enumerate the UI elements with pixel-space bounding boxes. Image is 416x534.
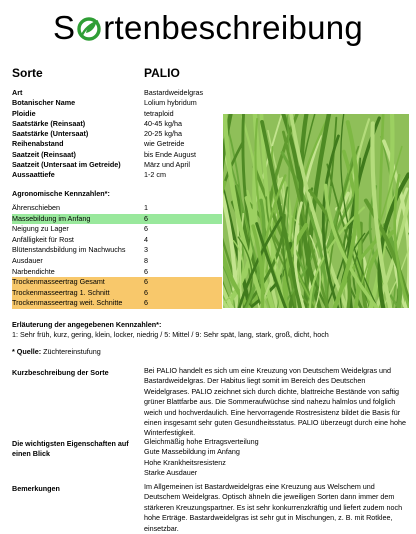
property-row [12,139,222,149]
title-prefix: S [53,9,75,46]
property-row [12,98,222,108]
remarks-text: Im Allgemeinen ist Bastardweidelgras eine Kreuzung aus Welschem und Deutschem Weidelgras. Optisch ähneln die jeweiligen Sorten dann immer dem stärkeren Kreuzungspartner. Es ist sehr konkurrenzkräftig und liefert zudem noch hohe Erträge. Bastardweidelgras ist sehr gut in Mischungen, z. B. mit Rotklee, einsetzbar. [144,482,406,534]
list-item: Hohe Krankheitsresistenz [144,458,406,468]
agronomic-value: 6 [144,224,222,235]
agronomic-label: Blütenstandsbildung im Nachwuchs [12,245,144,256]
property-label: Botanischer Name [12,98,144,108]
agronomic-label: Anfälligkeit für Rost [12,235,144,246]
list-item: Gleichmäßig hohe Ertragsverteilung [144,437,406,447]
agronomic-label: Trockenmasseertrag weit. Schnitte [12,298,144,309]
property-value: bis Ende August [144,150,196,160]
source-value: Züchtereinstufung [41,347,101,356]
property-value: 40-45 kg/ha [144,119,182,129]
property-label: Reihenabstand [12,139,144,149]
property-label: Ploidie [12,109,144,119]
property-row [12,109,222,119]
agronomic-row [12,298,222,309]
agronomic-value: 6 [144,288,222,299]
property-row [12,119,222,129]
property-row [12,170,222,180]
notes-scale: 1: Sehr früh, kurz, gering, klein, locker, niedrig / 5: Mittel / 9: Sehr spät, lang, stark, groß, dicht, hoch [12,330,329,339]
key-features-list [144,437,406,479]
agronomic-label: Ährenschieben [12,203,144,214]
agronomic-value: 1 [144,203,222,214]
notes-heading: Erläuterung der angegebenen Kennzahlen*: [12,320,161,329]
grass-image [223,114,409,308]
agronomic-title: Agronomische Kennzahlen*: [12,189,110,198]
agronomic-label: Neigung zu Lager [12,224,144,235]
property-label: Saatstärke (Reinsaat) [12,119,144,129]
properties-table [12,88,222,181]
agronomic-row [12,214,222,225]
property-row [12,129,222,139]
agronomic-label: Massebildung im Anfang [12,214,144,225]
property-row [12,160,222,170]
agronomic-row [12,267,222,278]
property-value: Bastardweidelgras [144,88,203,98]
agronomic-row [12,203,222,214]
sorte-label: Sorte [12,66,43,80]
agronomic-row [12,245,222,256]
property-label: Art [12,88,144,98]
property-label: Saatzeit (Untersaat im Getreide) [12,160,144,170]
title-suffix: rtenbeschreibung [103,9,363,46]
property-row [12,150,222,160]
property-value: März und April [144,160,190,170]
agronomic-row [12,288,222,299]
source-label: * Quelle: [12,347,41,356]
agronomic-value: 6 [144,277,222,288]
agronomic-value: 6 [144,267,222,278]
agronomic-label: Ausdauer [12,256,144,267]
property-value: wie Getreide [144,139,184,149]
key-features-label: Die wichtigsten Eigenschaften auf einen Blick [12,439,137,459]
property-value: Lolium hybridum [144,98,197,108]
short-description-text: Bei PALIO handelt es sich um eine Kreuzung von Deutschem Weidelgras und Bastardweidelgras. Der Habitus liegt somit im Bereich des Deutschen Weidelgrases. PALIO zeichnet sich durch dichte, blattreiche Bestände von saftig grüner Blattfarbe aus. Die Sommeraufwüchse sind nahezu halmlos und folglich weich und hochverdaulich. Eine hervorragende Rostresistenz bildet die Basis für einen insgesamt sehr guten Gesundheitsstatus. PALIO überzeugt durch eine hohe Winterfestigkeit. [144,366,406,439]
agronomic-value: 6 [144,298,222,309]
property-value: 20-25 kg/ha [144,129,182,139]
remarks-label: Bemerkungen [12,484,137,494]
agronomic-table [12,203,222,309]
property-row [12,88,222,98]
agronomic-value: 8 [144,256,222,267]
grass-photo [223,114,409,308]
agronomic-row [12,277,222,288]
agronomic-label: Narbendichte [12,267,144,278]
agronomic-label: Trockenmasseertrag 1. Schnitt [12,288,144,299]
agronomic-value: 6 [144,214,222,225]
agronomic-value: 4 [144,235,222,246]
property-label: Saatstärke (Untersaat) [12,129,144,139]
agronomic-value: 3 [144,245,222,256]
property-value: 1-2 cm [144,170,166,180]
notes-source [12,347,101,356]
agronomic-row [12,235,222,246]
leaf-logo-icon [76,16,102,42]
property-value: tetraploid [144,109,174,119]
agronomic-row [12,224,222,235]
agronomic-label: Trockenmasseertrag Gesamt [12,277,144,288]
property-label: Aussaattiefe [12,170,144,180]
agronomic-row [12,256,222,267]
variety-name: PALIO [144,66,180,80]
list-item: Gute Massebildung im Anfang [144,447,406,457]
short-description-label: Kurzbeschreibung der Sorte [12,368,137,378]
property-label: Saatzeit (Reinsaat) [12,150,144,160]
page-title [0,8,416,48]
list-item: Starke Ausdauer [144,468,406,478]
